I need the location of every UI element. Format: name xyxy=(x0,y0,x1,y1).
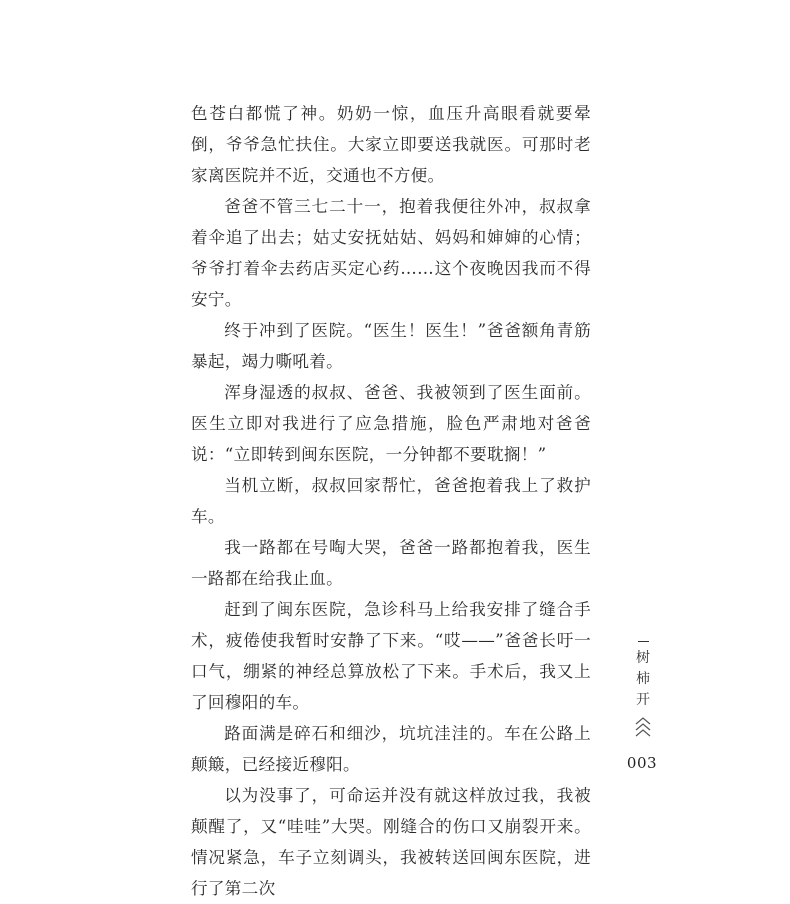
paragraph-1: 色苍白都慌了神。奶奶一惊，血压升高眼看就要晕倒，爷爷急忙扶住。大家立即要送我就医。可那时老家离医院并不近，交通也不方便。 xyxy=(191,104,591,185)
title-char-2: 柿 xyxy=(636,671,650,687)
paragraph-5: 当机立断，叔叔回家帮忙，爸爸抱着我上了救护车。 xyxy=(191,476,591,526)
paragraph-7: 赶到了闽东医院，急诊科马上给我安排了缝合手术，疲倦使我暂时安静了下来。“哎——”爸爸长吁一口气，绷紧的神经总算放松了下来。手术后，我又上了回穆阳的车。 xyxy=(191,600,591,712)
paragraph-9: 以为没事了，可命运并没有就这样放过我，我被颠醒了，又“哇哇”大哭。刚缝合的伤口又崩裂开来。情况紧急，车子立刻调头，我被转送回闽东医院，进行了第二次 xyxy=(191,786,591,898)
paragraph-3: 终于冲到了医院。“医生！医生！”爸爸额角青筋暴起，竭力嘶吼着。 xyxy=(191,321,591,371)
paragraph-6: 我一路都在号啕大哭，爸爸一路都抱着我，医生一路都在给我止血。 xyxy=(191,538,591,588)
title-dash xyxy=(638,641,649,642)
title-char-3: 开 xyxy=(636,692,650,708)
page-number: 003 xyxy=(626,754,658,772)
paragraph-4: 浑身湿透的叔叔、爸爸、我被领到了医生面前。医生立即对我进行了应急措施，脸色严肃地对爸爸说：“立即转到闽东医院，一分钟都不要耽搁！” xyxy=(191,383,591,464)
paragraph-8: 路面满是碎石和细沙，坑坑洼洼的。车在公路上颠簸，已经接近穆阳。 xyxy=(191,724,591,774)
paragraph-2: 爸爸不管三七二十一，抱着我便往外冲，叔叔拿着伞追了出去；姑丈安抚姑姑、妈妈和婶婶的心情；爷爷打着伞去药店买定心药……这个夜晚因我而不得安宁。 xyxy=(191,197,591,309)
triple-chevron-up-icon xyxy=(632,716,654,740)
running-title xyxy=(632,632,654,711)
book-page-body xyxy=(191,98,591,904)
title-char-1: 树 xyxy=(636,650,650,666)
